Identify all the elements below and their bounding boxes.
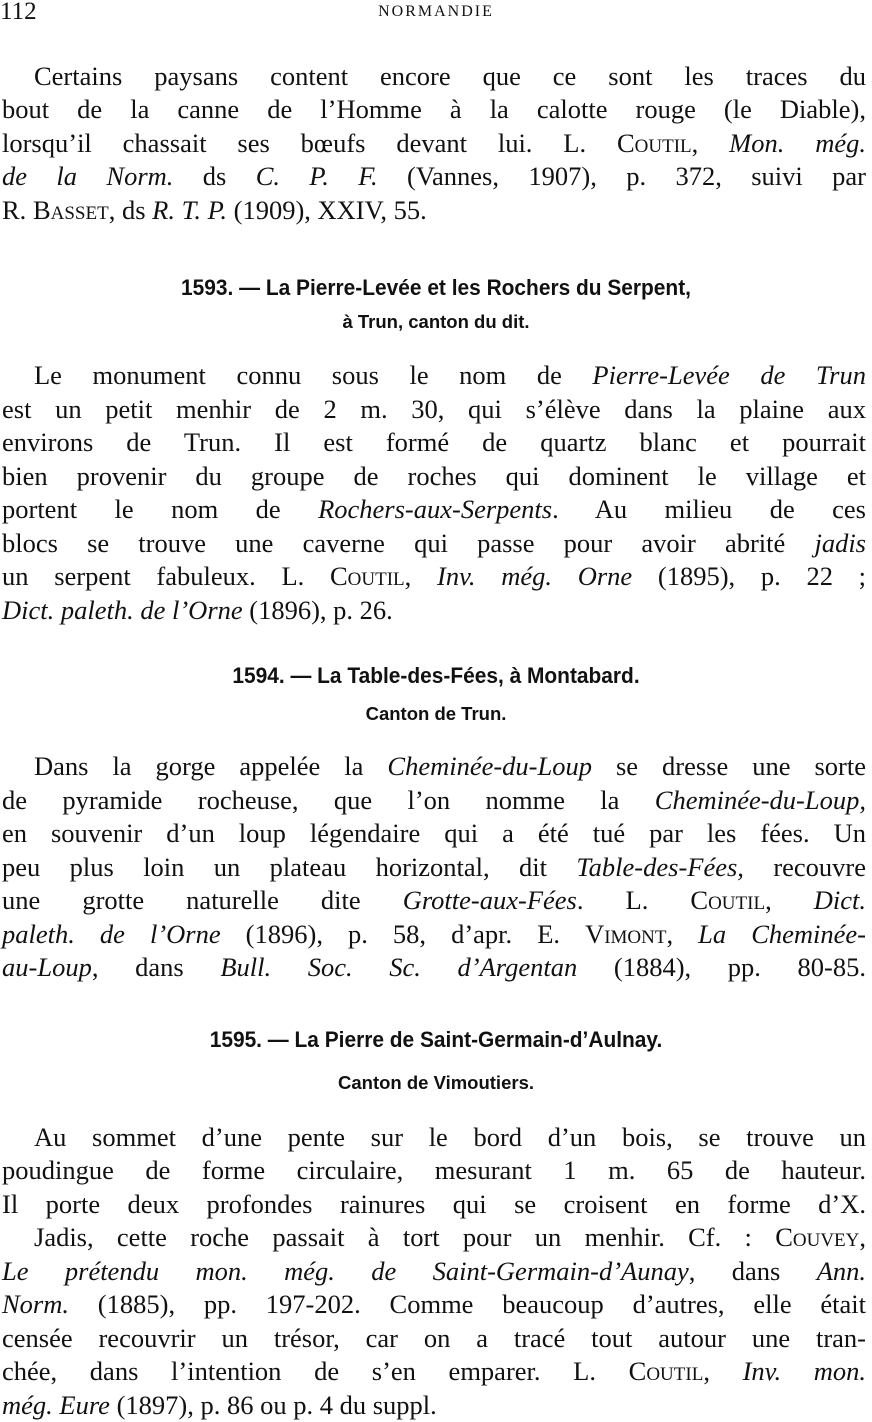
text-run: blocs se trouve une caverne qui passe pour avoir abrité: [2, 528, 815, 558]
italic-citation: Dict.: [813, 885, 867, 915]
entry-subheading: à Trun, canton du dit.: [342, 311, 530, 332]
text-line: [2, 1388, 866, 1422]
italic-citation: jadis: [814, 528, 866, 558]
text-line: [2, 425, 866, 459]
text-line: [2, 783, 866, 817]
text-line: [2, 950, 866, 984]
text-run: un serpent fabuleux. L.: [2, 561, 330, 591]
text-line: [2, 459, 866, 493]
italic-citation: Mon. még.: [729, 128, 866, 158]
text-run: . L.: [576, 885, 691, 915]
entry-heading: 1595. — La Pierre de Saint-Germain-d’Aulnay.: [209, 1027, 663, 1052]
text-run: ,: [703, 1356, 743, 1386]
text-run: Il porte deux profondes rainures qui se croisent en forme d’X.: [2, 1189, 866, 1219]
text-line: [2, 850, 866, 884]
text-line: [2, 392, 866, 426]
author-name: Couvey: [775, 1222, 860, 1252]
text-line: [2, 559, 866, 593]
italic-citation: C. P. F.: [255, 161, 378, 191]
text-line: [2, 526, 866, 560]
text-run: environs de Trun. Il est formé de quartz blanc et pourrait: [2, 427, 866, 457]
entry-subheading: Canton de Trun.: [365, 703, 507, 724]
text-line: [34, 59, 866, 93]
text-run: ,: [404, 561, 438, 591]
text-run: Le monument connu sous le nom de: [34, 360, 593, 390]
text-run: censée recouvrir un trésor, car on a tracé tout autour une tran-: [2, 1323, 866, 1353]
text-run: (1895), p. 22 ;: [632, 561, 867, 591]
text-run: (1896), p. 26.: [242, 595, 393, 625]
italic-citation: Ann.: [816, 1256, 866, 1286]
text-run: Jadis, cette roche passait à tort pour un menhir. Cf. :: [34, 1222, 776, 1252]
text-run: (1884), pp. 80-85.: [577, 952, 867, 982]
text-line: [34, 749, 866, 783]
italic-citation: Norm.: [2, 1289, 70, 1319]
text-run: recouvre: [743, 852, 867, 882]
text-run: Dans la gorge appelée la: [34, 751, 388, 781]
entry-heading: 1593. — La Pierre-Levée et les Rochers du Serpent,: [181, 275, 691, 300]
text-line: [2, 816, 866, 850]
text-run: Au sommet d’une pente sur le bord d’un bois, se trouve un: [34, 1122, 866, 1152]
text-run: peu plus loin un plateau horizontal, dit: [2, 852, 577, 882]
text-run: (1896), p. 58, d’apr. E.: [220, 919, 586, 949]
text-line: [2, 92, 866, 126]
italic-citation: Inv. mon.: [742, 1356, 867, 1386]
text-line: [34, 1120, 866, 1154]
text-run: R.: [2, 195, 33, 225]
text-run: (Vannes, 1907), p. 372, suivi par: [377, 161, 867, 191]
text-run: , ds: [108, 195, 153, 225]
text-line: [2, 1354, 866, 1388]
text-run: poudingue de forme circulaire, mesurant 1 m. 65 de hauteur.: [2, 1155, 866, 1185]
entry-heading: 1594. — La Table-des-Fées, à Montabard.: [232, 663, 640, 688]
page-number: 112: [0, 0, 37, 25]
text-line: [2, 193, 866, 227]
text-line: [34, 358, 866, 392]
author-name: Coutil: [690, 885, 766, 915]
italic-citation: La Cheminée-: [698, 919, 866, 949]
text-run: ,: [691, 128, 730, 158]
text-run: ,: [765, 885, 814, 915]
text-run: ,: [859, 1222, 866, 1252]
italic-citation: R. T. P.: [152, 195, 227, 225]
italic-citation: Pierre-Levée de Trun: [592, 360, 866, 390]
italic-citation: Le prétendu mon. még. de Saint-Germain-d’Aunay: [2, 1256, 689, 1286]
text-line: [2, 1187, 866, 1221]
italic-citation: még. Eure: [2, 1390, 110, 1420]
entry-subheading: Canton de Vimoutiers.: [338, 1072, 534, 1093]
text-run: se dresse une sorte: [592, 751, 866, 781]
text-line: [2, 492, 866, 526]
italic-citation: Inv. még. Orne: [437, 561, 633, 591]
text-run: chée, dans l’intention de s’en emparer. L.: [2, 1356, 629, 1386]
text-run: (1885), pp. 197-202. Comme beaucoup d’autres, elle était: [69, 1289, 866, 1319]
text-run: ,: [666, 919, 699, 949]
text-run: ds: [173, 161, 256, 191]
text-run: (1897), p. 86 ou p. 4 du suppl.: [109, 1390, 437, 1420]
author-name: Coutil: [616, 128, 692, 158]
text-line: [2, 593, 866, 627]
text-line: [2, 159, 866, 193]
text-run: bout de la canne de l’Homme à la calotte rouge (le Diable),: [2, 94, 866, 124]
italic-citation: paleth. de l’Orne: [2, 919, 221, 949]
text-line: [2, 883, 866, 917]
text-line: [2, 1321, 866, 1355]
text-run: en souvenir d’un loup légendaire qui a été tué par les fées. Un: [2, 818, 866, 848]
author-name: Basset: [32, 195, 109, 225]
author-name: Coutil: [628, 1356, 704, 1386]
text-line: [2, 1153, 866, 1187]
text-line: [2, 917, 866, 951]
italic-citation: Rochers-aux-Serpents: [318, 494, 553, 524]
text-run: bien provenir du groupe de roches qui dominent le village et: [2, 461, 866, 491]
author-name: Vimont: [585, 919, 667, 949]
text-line: [2, 1254, 866, 1288]
text-run: . Au milieu de ces: [552, 494, 866, 524]
italic-citation: Table-des-Fées,: [576, 852, 744, 882]
author-name: Coutil: [330, 561, 405, 591]
text-run: , dans: [91, 952, 221, 982]
text-run: une grotte naturelle dite: [2, 885, 403, 915]
italic-citation: au-Loup: [2, 952, 92, 982]
italic-citation: Cheminée-du-Loup,: [654, 785, 866, 815]
italic-citation: Dict. paleth. de l’Orne: [2, 595, 243, 625]
text-run: portent le nom de: [2, 494, 319, 524]
text-run: lorsqu’il chassait ses bœufs devant lui. L.: [2, 128, 617, 158]
text-line: [34, 1220, 866, 1254]
text-line: [2, 126, 866, 160]
text-line: [2, 1287, 866, 1321]
italic-citation: Bull. Soc. Sc. d’Argentan: [220, 952, 578, 982]
text-run: de pyramide rocheuse, que l’on nomme la: [2, 785, 655, 815]
text-run: Certains paysans content encore que ce sont les traces du: [34, 61, 866, 91]
italic-citation: Cheminée-du-Loup: [387, 751, 592, 781]
text-run: est un petit menhir de 2 m. 30, qui s’élève dans la plaine aux: [2, 394, 866, 424]
italic-citation: de la Norm.: [2, 161, 174, 191]
running-title: NORMANDIE: [378, 3, 494, 20]
italic-citation: Grotte-aux-Fées: [402, 885, 577, 915]
text-run: , dans: [688, 1256, 817, 1286]
text-run: (1909), XXIV, 55.: [227, 195, 427, 225]
